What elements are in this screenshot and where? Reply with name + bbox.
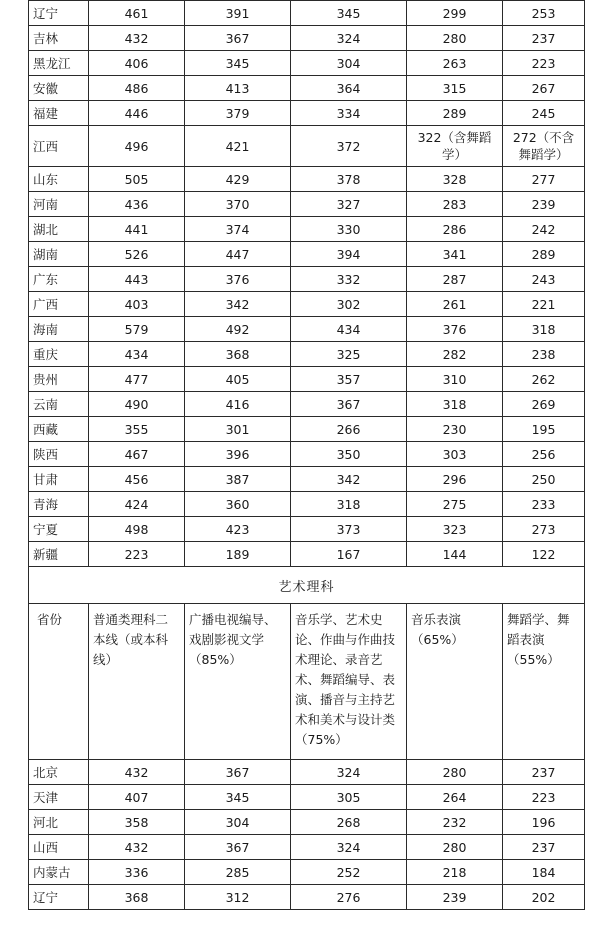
- score-cell: 368: [89, 885, 185, 910]
- table-row: [29, 367, 585, 392]
- score-cell: 364: [291, 76, 407, 101]
- score-cell: 432: [89, 26, 185, 51]
- table-row: [29, 885, 585, 910]
- score-cell: 289: [503, 242, 585, 267]
- score-cell: 324: [291, 835, 407, 860]
- score-cell: 405: [185, 367, 291, 392]
- score-cell: 310: [407, 367, 503, 392]
- table-row: [29, 167, 585, 192]
- table-row: [29, 292, 585, 317]
- score-cell: 496: [89, 126, 185, 167]
- score-cell: 286: [407, 217, 503, 242]
- table-row: [29, 101, 585, 126]
- province-cell: 河北: [29, 810, 89, 835]
- score-cell: 421: [185, 126, 291, 167]
- table-row: [29, 517, 585, 542]
- score-cell: 467: [89, 442, 185, 467]
- score-cell: 232: [407, 810, 503, 835]
- province-cell: 新疆: [29, 542, 89, 567]
- score-cell: 276: [291, 885, 407, 910]
- score-cell: 239: [503, 192, 585, 217]
- province-cell: 陕西: [29, 442, 89, 467]
- score-cell: 477: [89, 367, 185, 392]
- score-cell: 345: [185, 785, 291, 810]
- score-cell: 350: [291, 442, 407, 467]
- table-row: [29, 242, 585, 267]
- score-cell: 342: [291, 467, 407, 492]
- score-cell: 266: [291, 417, 407, 442]
- score-cell: 360: [185, 492, 291, 517]
- province-cell: 辽宁: [29, 885, 89, 910]
- score-cell: 272（不含舞蹈学）: [503, 126, 585, 167]
- table-row: [29, 785, 585, 810]
- score-cell: 289: [407, 101, 503, 126]
- province-cell: 福建: [29, 101, 89, 126]
- score-cell: 325: [291, 342, 407, 367]
- table-row: [29, 51, 585, 76]
- table-row: [29, 542, 585, 567]
- score-cell: 256: [503, 442, 585, 467]
- score-cell: 184: [503, 860, 585, 885]
- score-cell: 318: [291, 492, 407, 517]
- score-cell: 280: [407, 760, 503, 785]
- score-cell: 328: [407, 167, 503, 192]
- score-cell: 334: [291, 101, 407, 126]
- table-row: [29, 467, 585, 492]
- score-cell: 345: [291, 1, 407, 26]
- province-cell: 广西: [29, 292, 89, 317]
- score-cell: 301: [185, 417, 291, 442]
- score-cell: 305: [291, 785, 407, 810]
- score-cell: 372: [291, 126, 407, 167]
- province-cell: 山西: [29, 835, 89, 860]
- score-cell: 324: [291, 760, 407, 785]
- score-cell: 238: [503, 342, 585, 367]
- score-cell: 358: [89, 810, 185, 835]
- score-cell: 379: [185, 101, 291, 126]
- table-row: [29, 26, 585, 51]
- score-cell: 579: [89, 317, 185, 342]
- score-cell: 403: [89, 292, 185, 317]
- score-cell: 237: [503, 26, 585, 51]
- score-cell: 243: [503, 267, 585, 292]
- score-cell: 336: [89, 860, 185, 885]
- header-row: [29, 604, 585, 760]
- score-cell: 436: [89, 192, 185, 217]
- score-cell: 167: [291, 542, 407, 567]
- score-cell: 407: [89, 785, 185, 810]
- score-cell: 424: [89, 492, 185, 517]
- table-row: [29, 860, 585, 885]
- score-cell: 423: [185, 517, 291, 542]
- table-row: [29, 835, 585, 860]
- score-cell: 378: [291, 167, 407, 192]
- score-cell: 368: [185, 342, 291, 367]
- score-cell: 332: [291, 267, 407, 292]
- province-cell: 湖南: [29, 242, 89, 267]
- score-cell: 367: [185, 26, 291, 51]
- header-c5: 舞蹈学、舞蹈表演（55%）: [503, 604, 585, 760]
- score-cell: 396: [185, 442, 291, 467]
- province-cell: 北京: [29, 760, 89, 785]
- score-cell: 391: [185, 1, 291, 26]
- province-cell: 内蒙古: [29, 860, 89, 885]
- score-cell: 432: [89, 760, 185, 785]
- score-cell: 434: [89, 342, 185, 367]
- province-cell: 重庆: [29, 342, 89, 367]
- score-cell: 189: [185, 542, 291, 567]
- table-row: [29, 810, 585, 835]
- score-cell: 285: [185, 860, 291, 885]
- section-row: [29, 567, 585, 604]
- score-cell: 283: [407, 192, 503, 217]
- score-cell: 490: [89, 392, 185, 417]
- score-cell: 287: [407, 267, 503, 292]
- score-cell: 374: [185, 217, 291, 242]
- score-cell: 282: [407, 342, 503, 367]
- province-cell: 海南: [29, 317, 89, 342]
- score-cell: 373: [291, 517, 407, 542]
- score-cell: 303: [407, 442, 503, 467]
- score-cell: 242: [503, 217, 585, 242]
- score-cell: 302: [291, 292, 407, 317]
- score-cell: 376: [407, 317, 503, 342]
- score-cell: 318: [503, 317, 585, 342]
- score-cell: 367: [185, 760, 291, 785]
- score-cell: 342: [185, 292, 291, 317]
- province-cell: 辽宁: [29, 1, 89, 26]
- table-row: [29, 760, 585, 785]
- table-row: [29, 192, 585, 217]
- score-cell: 267: [503, 76, 585, 101]
- score-cell: 277: [503, 167, 585, 192]
- table-row: [29, 392, 585, 417]
- score-cell: 253: [503, 1, 585, 26]
- score-cell: 461: [89, 1, 185, 26]
- score-cell: 280: [407, 26, 503, 51]
- score-cell: 223: [503, 51, 585, 76]
- score-cell: 122: [503, 542, 585, 567]
- score-cell: 195: [503, 417, 585, 442]
- score-cell: 280: [407, 835, 503, 860]
- score-cell: 223: [503, 785, 585, 810]
- score-cell: 341: [407, 242, 503, 267]
- score-cell: 245: [503, 101, 585, 126]
- province-cell: 吉林: [29, 26, 89, 51]
- score-cell: 406: [89, 51, 185, 76]
- score-cell: 273: [503, 517, 585, 542]
- score-cell: 446: [89, 101, 185, 126]
- score-cell: 416: [185, 392, 291, 417]
- score-cell: 394: [291, 242, 407, 267]
- score-cell: 263: [407, 51, 503, 76]
- score-cell: 268: [291, 810, 407, 835]
- score-cell: 221: [503, 292, 585, 317]
- score-cell: 330: [291, 217, 407, 242]
- table-row: [29, 1, 585, 26]
- table-row: [29, 126, 585, 167]
- province-cell: 河南: [29, 192, 89, 217]
- score-cell: 144: [407, 542, 503, 567]
- table-row: [29, 76, 585, 101]
- table-row: [29, 317, 585, 342]
- province-cell: 青海: [29, 492, 89, 517]
- score-cell: 275: [407, 492, 503, 517]
- score-cell: 443: [89, 267, 185, 292]
- score-cell: 237: [503, 760, 585, 785]
- table-row: [29, 217, 585, 242]
- score-cell: 312: [185, 885, 291, 910]
- score-cell: 296: [407, 467, 503, 492]
- score-cell: 196: [503, 810, 585, 835]
- province-cell: 广东: [29, 267, 89, 292]
- score-cell: 370: [185, 192, 291, 217]
- score-cell: 355: [89, 417, 185, 442]
- province-cell: 贵州: [29, 367, 89, 392]
- score-cell: 261: [407, 292, 503, 317]
- province-cell: 天津: [29, 785, 89, 810]
- score-cell: 250: [503, 467, 585, 492]
- score-cell: 447: [185, 242, 291, 267]
- score-table: [28, 0, 585, 910]
- score-cell: 357: [291, 367, 407, 392]
- score-cell: 239: [407, 885, 503, 910]
- score-cell: 230: [407, 417, 503, 442]
- province-cell: 江西: [29, 126, 89, 167]
- score-cell: 304: [291, 51, 407, 76]
- score-cell: 486: [89, 76, 185, 101]
- score-cell: 327: [291, 192, 407, 217]
- score-cell: 429: [185, 167, 291, 192]
- score-cell: 387: [185, 467, 291, 492]
- province-cell: 湖北: [29, 217, 89, 242]
- province-cell: 安徽: [29, 76, 89, 101]
- score-cell: 322（含舞蹈学）: [407, 126, 503, 167]
- province-cell: 黑龙江: [29, 51, 89, 76]
- table-row: [29, 417, 585, 442]
- table-row: [29, 492, 585, 517]
- score-cell: 345: [185, 51, 291, 76]
- score-cell: 233: [503, 492, 585, 517]
- score-cell: 456: [89, 467, 185, 492]
- score-cell: 304: [185, 810, 291, 835]
- header-c2: 广播电视编导、戏剧影视文学（85%）: [185, 604, 291, 760]
- score-cell: 269: [503, 392, 585, 417]
- score-cell: 434: [291, 317, 407, 342]
- header-province: 省份: [29, 604, 89, 760]
- score-cell: 492: [185, 317, 291, 342]
- score-cell: 299: [407, 1, 503, 26]
- section-title: 艺术理科: [29, 567, 585, 604]
- score-cell: 264: [407, 785, 503, 810]
- province-cell: 宁夏: [29, 517, 89, 542]
- score-cell: 376: [185, 267, 291, 292]
- score-cell: 441: [89, 217, 185, 242]
- table-row: [29, 267, 585, 292]
- score-cell: 498: [89, 517, 185, 542]
- score-cell: 324: [291, 26, 407, 51]
- score-cell: 526: [89, 242, 185, 267]
- province-cell: 西藏: [29, 417, 89, 442]
- score-cell: 237: [503, 835, 585, 860]
- score-cell: 315: [407, 76, 503, 101]
- province-cell: 甘肃: [29, 467, 89, 492]
- score-cell: 413: [185, 76, 291, 101]
- header-c3: 音乐学、艺术史论、作曲与作曲技术理论、录音艺术、舞蹈编导、表演、播音与主持艺术和美术与设计类（75%）: [291, 604, 407, 760]
- score-cell: 323: [407, 517, 503, 542]
- table-row: [29, 342, 585, 367]
- score-cell: 432: [89, 835, 185, 860]
- score-cell: 252: [291, 860, 407, 885]
- province-cell: 云南: [29, 392, 89, 417]
- header-c4: 音乐表演（65%）: [407, 604, 503, 760]
- score-cell: 223: [89, 542, 185, 567]
- score-cell: 218: [407, 860, 503, 885]
- score-cell: 318: [407, 392, 503, 417]
- score-cell: 202: [503, 885, 585, 910]
- score-cell: 367: [291, 392, 407, 417]
- score-cell: 505: [89, 167, 185, 192]
- header-c1: 普通类理科二本线（或本科线）: [89, 604, 185, 760]
- score-cell: 367: [185, 835, 291, 860]
- province-cell: 山东: [29, 167, 89, 192]
- score-cell: 262: [503, 367, 585, 392]
- table-row: [29, 442, 585, 467]
